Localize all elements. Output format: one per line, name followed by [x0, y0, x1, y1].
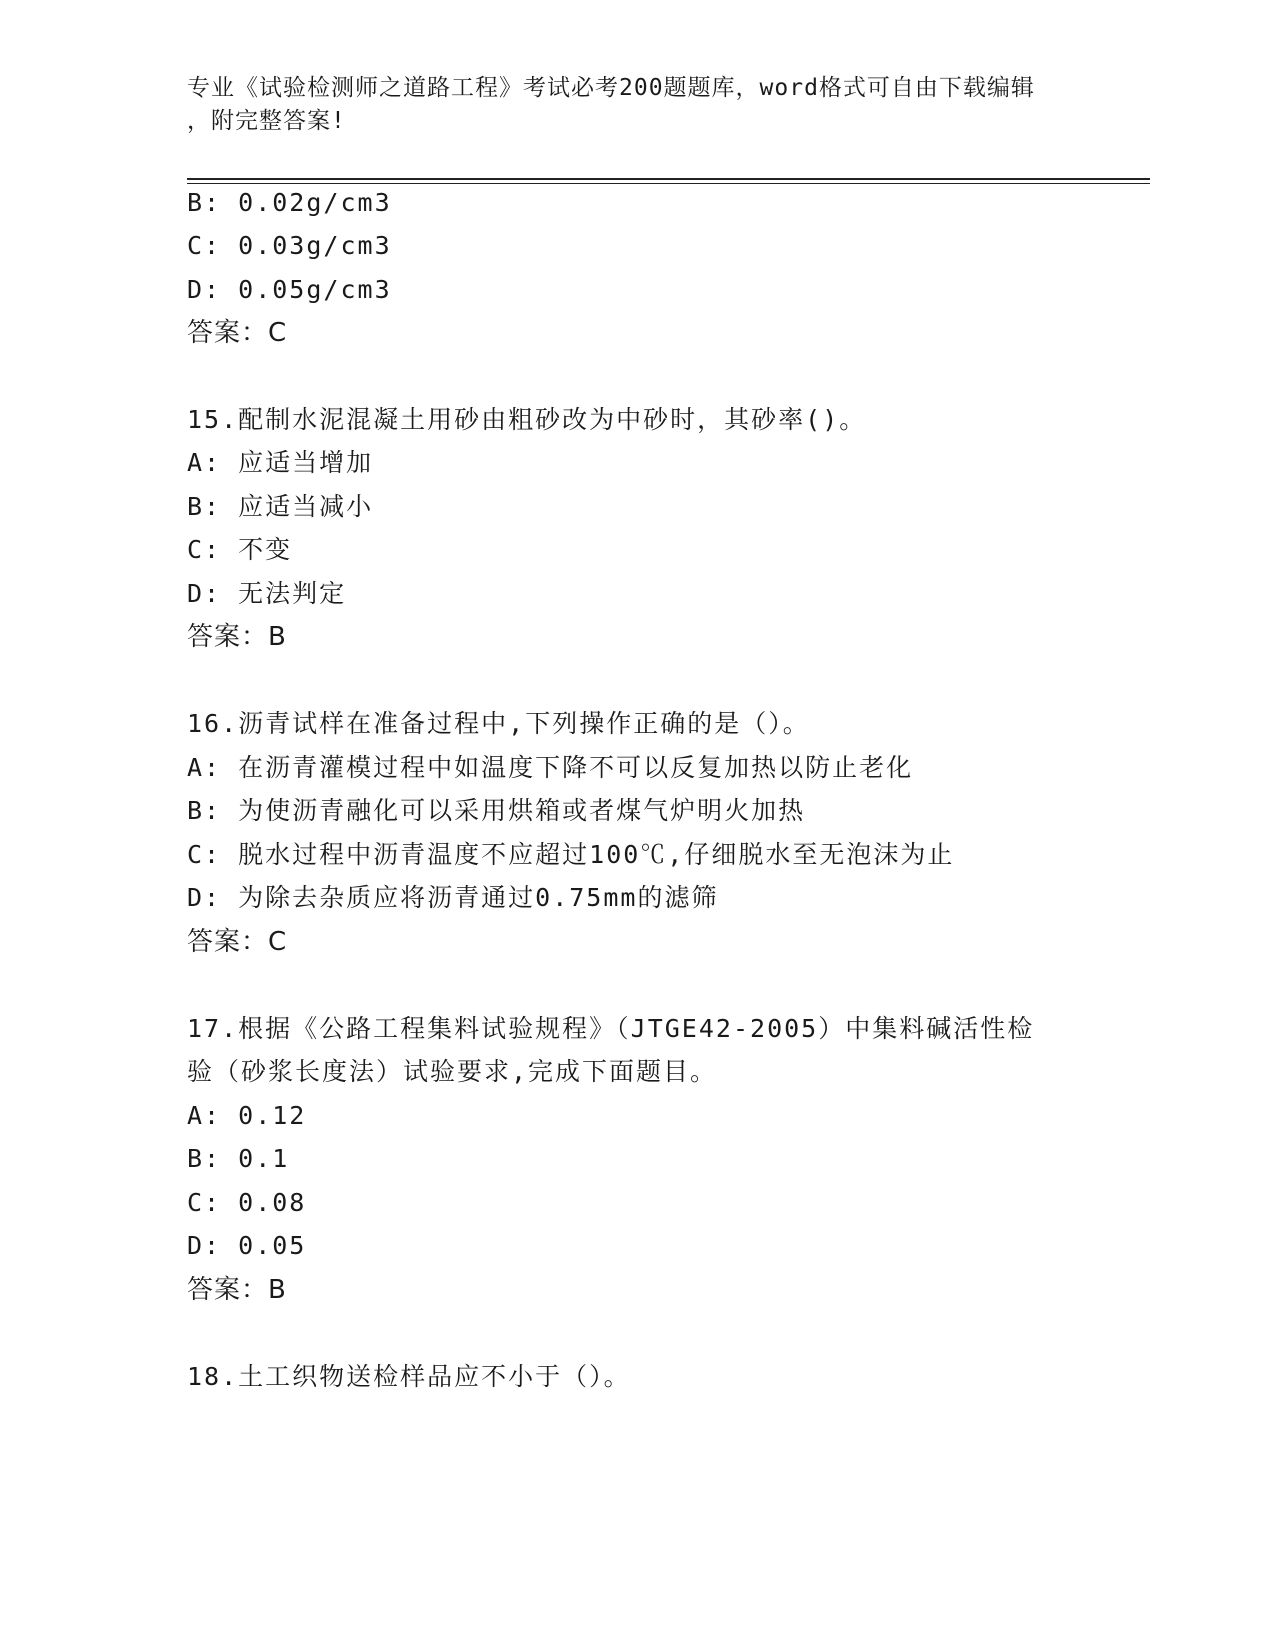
q15-answer: 答案：B [187, 622, 287, 652]
q15-option-d: D: 无法判定 [187, 579, 347, 608]
q16-question: 16.沥青试样在准备过程中,下列操作正确的是（）。 [187, 709, 810, 738]
document-header [187, 72, 1067, 138]
q14-option-d: D: 0.05g/cm3 [187, 275, 392, 304]
q14-answer: 答案：C [187, 318, 288, 348]
header-title-line-1: 专业《试验检测师之道路工程》考试必考200题题库，word格式可自由下载编辑 [187, 75, 1035, 101]
q17-option-d: D: 0.05 [187, 1231, 307, 1260]
q16-option-b: B: 为使沥青融化可以采用烘箱或者煤气炉明火加热 [187, 796, 806, 825]
q17-option-c: C: 0.08 [187, 1188, 307, 1217]
q14-option-c: C: 0.03g/cm3 [187, 231, 392, 260]
header-title-line-2: ，附完整答案! [187, 108, 346, 134]
q16-option-d: D: 为除去杂质应将沥青通过0.75mm的滤筛 [187, 883, 719, 912]
q15-question: 15.配制水泥混凝土用砂由粗砂改为中砂时，其砂率()。 [187, 405, 867, 434]
q15-option-c: C: 不变 [187, 535, 293, 564]
q15-option-b: B: 应适当减小 [187, 492, 374, 521]
q16-answer: 答案：C [187, 927, 288, 957]
header-divider-thick [187, 178, 1150, 180]
q18-question: 18.土工织物送检样品应不小于（）。 [187, 1362, 631, 1391]
q17-question-line-1: 17.根据《公路工程集料试验规程》（JTGE42-2005）中集料碱活性检 [187, 1014, 1035, 1043]
header-divider-thin [187, 183, 1150, 184]
q17-answer: 答案：B [187, 1275, 287, 1305]
q17-question-line-2: 验（砂浆长度法）试验要求,完成下面题目。 [187, 1057, 718, 1086]
q17-option-a: A: 0.12 [187, 1101, 307, 1130]
q16-option-c: C: 脱水过程中沥青温度不应超过100℃,仔细脱水至无泡沫为止 [187, 840, 955, 869]
q15-option-a: A: 应适当增加 [187, 448, 374, 477]
q16-option-a: A: 在沥青灌模过程中如温度下降不可以反复加热以防止老化 [187, 753, 914, 782]
q14-option-b: B: 0.02g/cm3 [187, 188, 392, 217]
q17-option-b: B: 0.1 [187, 1144, 290, 1173]
